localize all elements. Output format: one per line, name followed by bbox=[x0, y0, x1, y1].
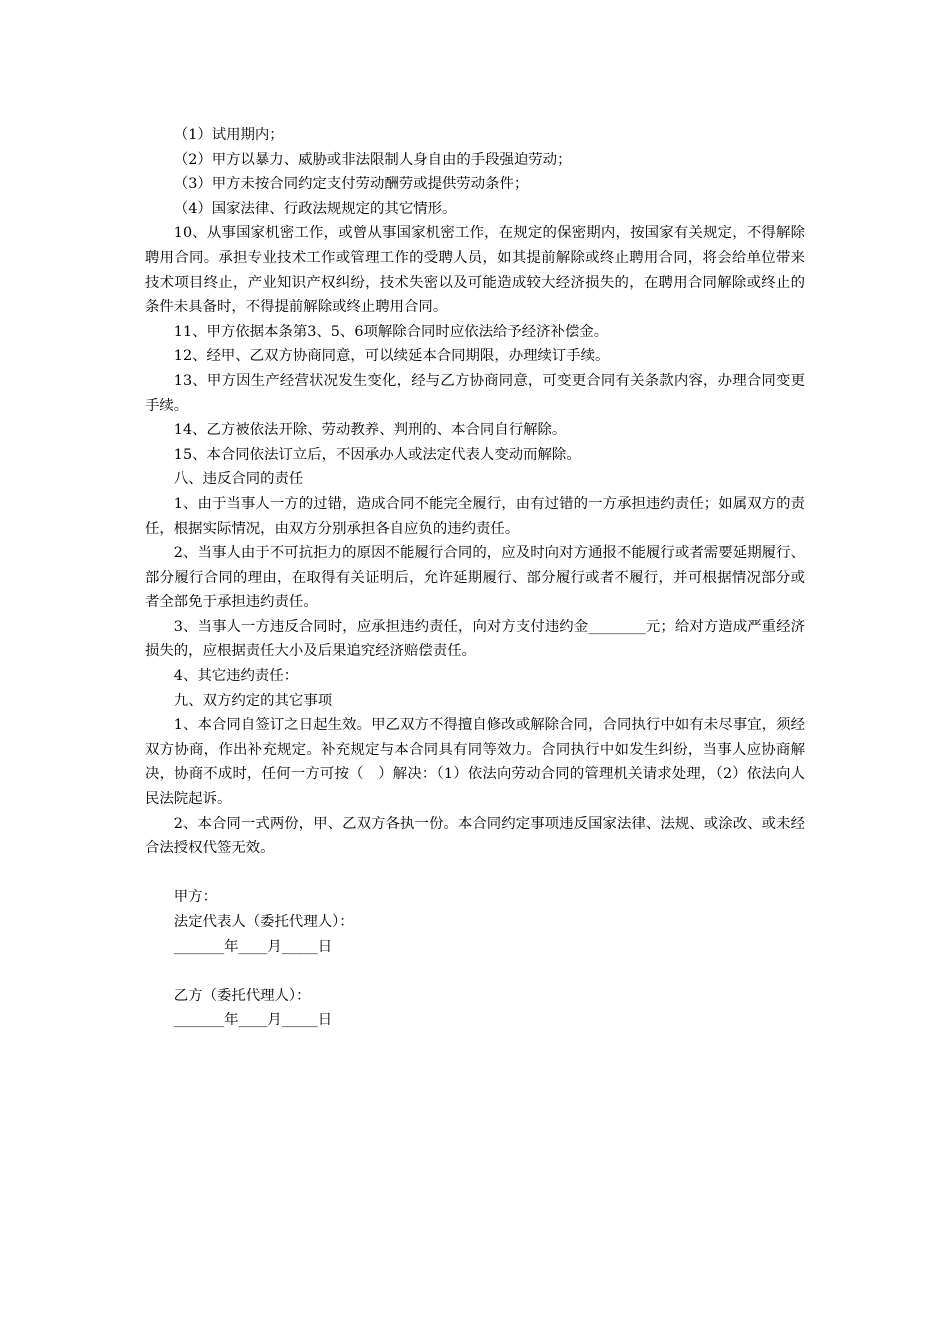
clause-15-validity: 15、本合同依法订立后，不因承办人或法定代表人变动而解除。 bbox=[173, 446, 581, 463]
spacer bbox=[145, 959, 805, 984]
clause-10-confidentiality: 10、从事国家机密工作，或曾从事国家机密工作，在规定的保密期内，按国家有关规定，不得解除聘用合同。承担专业技术工作或管理工作的受聘人员，如其提前解除或终止聘用合同，将会给单位带来技术项目终止，产业知识产权纠纷，技术失密以及可能造成较大经济损失的，在聘用合同解除或终止的条件未具备时，不得提前解除或终止聘用合同。 bbox=[145, 225, 805, 316]
clause-probation: （1）试用期内； bbox=[173, 127, 284, 143]
liability-clause-4: 4、其它违约责任： bbox=[173, 668, 299, 685]
liability-clause-1: 1、由于当事人一方的过错，造成合同不能完全履行，由有过错的一方承担违约责任；如属双方的责任，根据实际情况，由双方分别承担各自应负的违约责任。 bbox=[145, 495, 805, 537]
document-body bbox=[145, 123, 805, 1033]
signature-block bbox=[145, 885, 805, 1033]
clause-13-modification: 13、甲方因生产经营状况发生变化，经与乙方协商同意，可变更合同有关条款内容，办理合同变更手续。 bbox=[145, 372, 805, 414]
party-a-label: 甲方： bbox=[173, 889, 217, 906]
other-matters-clause-2: 2、本合同一式两份，甲、乙双方各执一份。本合同约定事项违反国家法律、法规、或涂改、或未经合法授权代签无效。 bbox=[145, 815, 805, 857]
party-a-date-line: _______年____月_____日 bbox=[173, 938, 333, 955]
clause-forced-labor: （2）甲方以暴力、威胁或非法限制人身自由的手段强迫劳动； bbox=[173, 151, 572, 168]
clause-12-renewal: 12、经甲、乙双方协商同意，可以续延本合同期限，办理续订手续。 bbox=[173, 348, 610, 365]
liability-clause-3: 3、当事人一方违反合同时，应承担违约责任，向对方支付违约金________元；给对方造成严重经济损失的，应根据责任大小及后果追究经济赔偿责任。 bbox=[145, 618, 805, 660]
party-b-date-line: _______年____月_____日 bbox=[173, 1012, 333, 1029]
clause-unpaid-remuneration: （3）甲方未按合同约定支付劳动酬劳或提供劳动条件； bbox=[173, 176, 529, 193]
clause-14-termination: 14、乙方被依法开除、劳动教养、判刑的、本合同自行解除。 bbox=[173, 422, 567, 439]
other-matters-clause-1: 1、本合同自签订之日起生效。甲乙双方不得擅自修改或解除合同，合同执行中如有未尽事宜，须经双方协商，作出补充规定。补充规定与本合同具有同等效力。合同执行中如发生纠纷，当事人应协商解决，协商不成时，任何一方可按（ ）解决：（1）依法向劳动合同的管理机关请求处理，（2）依法向人民法院起诉。 bbox=[145, 717, 805, 808]
party-a-representative-label: 法定代表人（委托代理人）： bbox=[173, 914, 354, 930]
spacer bbox=[145, 861, 805, 886]
party-b-label: 乙方（委托代理人）： bbox=[173, 987, 311, 1004]
clause-11-compensation: 11、甲方依据本条第3、5、6项解除合同时应依法给予经济补偿金。 bbox=[173, 323, 609, 340]
clause-other-circumstances: （4）国家法律、行政法规规定的其它情形。 bbox=[173, 200, 457, 217]
section-heading-other-matters: 九、双方约定的其它事项 bbox=[173, 692, 333, 709]
liability-clause-2: 2、当事人由于不可抗拒力的原因不能履行合同的，应及时向对方通报不能履行或者需要延期履行、部分履行合同的理由，在取得有关证明后，允许延期履行、部分履行或者不履行，并可根据情况部分或者全部免于承担违约责任。 bbox=[145, 545, 805, 611]
section-heading-liability: 八、违反合同的责任 bbox=[173, 471, 304, 488]
